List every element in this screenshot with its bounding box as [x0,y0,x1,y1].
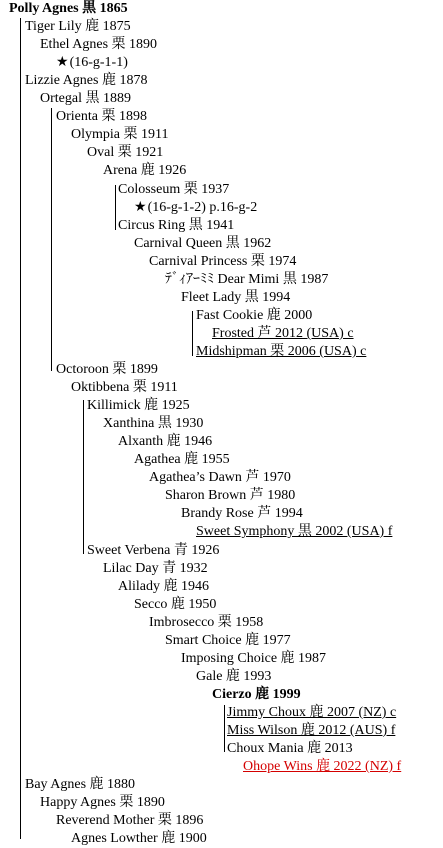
entry-text: Smart Choice 鹿 1977 [165,633,291,648]
horse-entry [87,542,219,560]
horse-entry [71,379,178,397]
entry-text: Agathea 鹿 1955 [134,452,230,467]
reference-entry [134,199,257,217]
horse-entry [196,523,392,541]
entry-text: Olympia 栗 1911 [71,127,169,142]
star-icon: ★ [134,200,147,215]
entry-text: Arena 鹿 1926 [103,163,187,178]
entry-text: (16-g-1-2) p.16-g-2 [147,200,258,215]
horse-entry [227,722,395,740]
horse-entry [9,0,128,18]
entry-text: Brandy Rose 芦 1994 [181,506,303,521]
entry-text: Gale 鹿 1993 [196,669,272,684]
horse-entry [134,596,216,614]
entry-text: Secco 鹿 1950 [134,597,217,612]
horse-entry [243,758,401,776]
entry-text: Ohope Wins 鹿 2022 (NZ) f [243,759,402,774]
horse-entry [149,614,263,632]
tree-connector-line [20,18,21,839]
entry-text: Ethel Agnes 栗 1890 [40,37,158,52]
entry-text: Carnival Princess 栗 1974 [149,254,297,269]
horse-entry [196,343,366,361]
horse-entry [56,361,158,379]
horse-entry [149,469,291,487]
horse-entry [196,307,312,325]
horse-entry [118,217,234,235]
entry-text: Fleet Lady 黒 1994 [181,290,291,305]
horse-entry [40,794,165,812]
entry-text: Sharon Brown 芦 1980 [165,488,296,503]
entry-text: Sweet Verbena 青 1926 [87,543,220,558]
horse-entry [25,776,135,794]
horse-entry [212,686,301,704]
entry-text: Oktibbena 栗 1911 [71,380,178,395]
entry-text: Imposing Choice 鹿 1987 [181,651,327,666]
horse-entry [71,830,207,848]
horse-entry [165,632,291,650]
tree-connector-line [224,705,225,752]
tree-connector-line [83,400,84,554]
horse-entry [181,289,290,307]
horse-entry [118,181,229,199]
horse-entry [118,433,212,451]
horse-entry [212,325,354,343]
horse-entry [118,578,209,596]
entry-text: Reverend Mother 栗 1896 [56,813,204,828]
entry-text: Cierzo 鹿 1999 [212,687,301,702]
horse-entry [25,72,147,90]
entry-text: Circus Ring 黒 1941 [118,218,235,233]
entry-text: Xanthina 黒 1930 [103,416,204,431]
entry-text: Lilac Day 青 1932 [103,561,208,576]
entry-text: Ortegal 黒 1889 [40,91,131,106]
horse-entry [134,235,271,253]
star-icon: ★ [56,55,69,70]
horse-entry [181,650,326,668]
entry-text: Imbrosecco 栗 1958 [149,615,264,630]
entry-text: Polly Agnes 黒 1865 [9,1,128,16]
entry-text: Agathea’s Dawn 芦 1970 [149,470,291,485]
entry-text: Midshipman 栗 2006 (USA) c [196,344,367,359]
entry-text: Carnival Queen 黒 1962 [134,236,272,251]
entry-text: Frosted 芦 2012 (USA) c [212,326,354,341]
horse-entry [181,505,303,523]
horse-entry [103,560,208,578]
horse-entry [40,90,131,108]
horse-entry [71,126,168,144]
horse-entry [56,108,147,126]
horse-entry [103,415,203,433]
horse-entry [87,397,190,415]
horse-entry [227,740,353,758]
entry-text: Fast Cookie 鹿 2000 [196,308,313,323]
horse-entry [103,162,186,180]
entry-text: Miss Wilson 鹿 2012 (AUS) f [227,723,396,738]
horse-entry [40,36,157,54]
entry-text: Lizzie Agnes 鹿 1878 [25,73,148,88]
horse-entry [196,668,271,686]
entry-text: Alilady 鹿 1946 [118,579,209,594]
entry-text: Tiger Lily 鹿 1875 [25,19,131,34]
entry-text: Orienta 栗 1898 [56,109,147,124]
entry-text: Alxanth 鹿 1946 [118,434,213,449]
entry-text: Colosseum 栗 1937 [118,182,230,197]
entry-text: (16-g-1-1) [69,55,128,70]
horse-entry [25,18,131,36]
horse-entry [165,487,295,505]
entry-text: Happy Agnes 栗 1890 [40,795,165,810]
horse-entry [227,704,396,722]
entry-text: Sweet Symphony 黒 2002 (USA) f [196,524,393,539]
entry-text: Oval 栗 1921 [87,145,164,160]
entry-text: Agnes Lowther 鹿 1900 [71,831,207,846]
entry-text: ﾃﾞｨｱｰﾐﾐ Dear Mimi 黒 1987 [165,272,329,287]
horse-entry [87,144,163,162]
horse-entry [134,451,230,469]
entry-text: Octoroon 栗 1899 [56,362,158,377]
tree-connector-line [192,311,193,356]
horse-entry [56,812,203,830]
tree-connector-line [115,185,116,230]
reference-entry [56,54,128,72]
entry-text: Killimick 鹿 1925 [87,398,190,413]
tree-connector-line [51,108,52,371]
horse-entry [149,253,296,271]
horse-entry [165,271,328,289]
entry-text: Choux Mania 鹿 2013 [227,741,353,756]
entry-text: Jimmy Choux 鹿 2007 (NZ) c [227,705,397,720]
entry-text: Bay Agnes 鹿 1880 [25,777,136,792]
